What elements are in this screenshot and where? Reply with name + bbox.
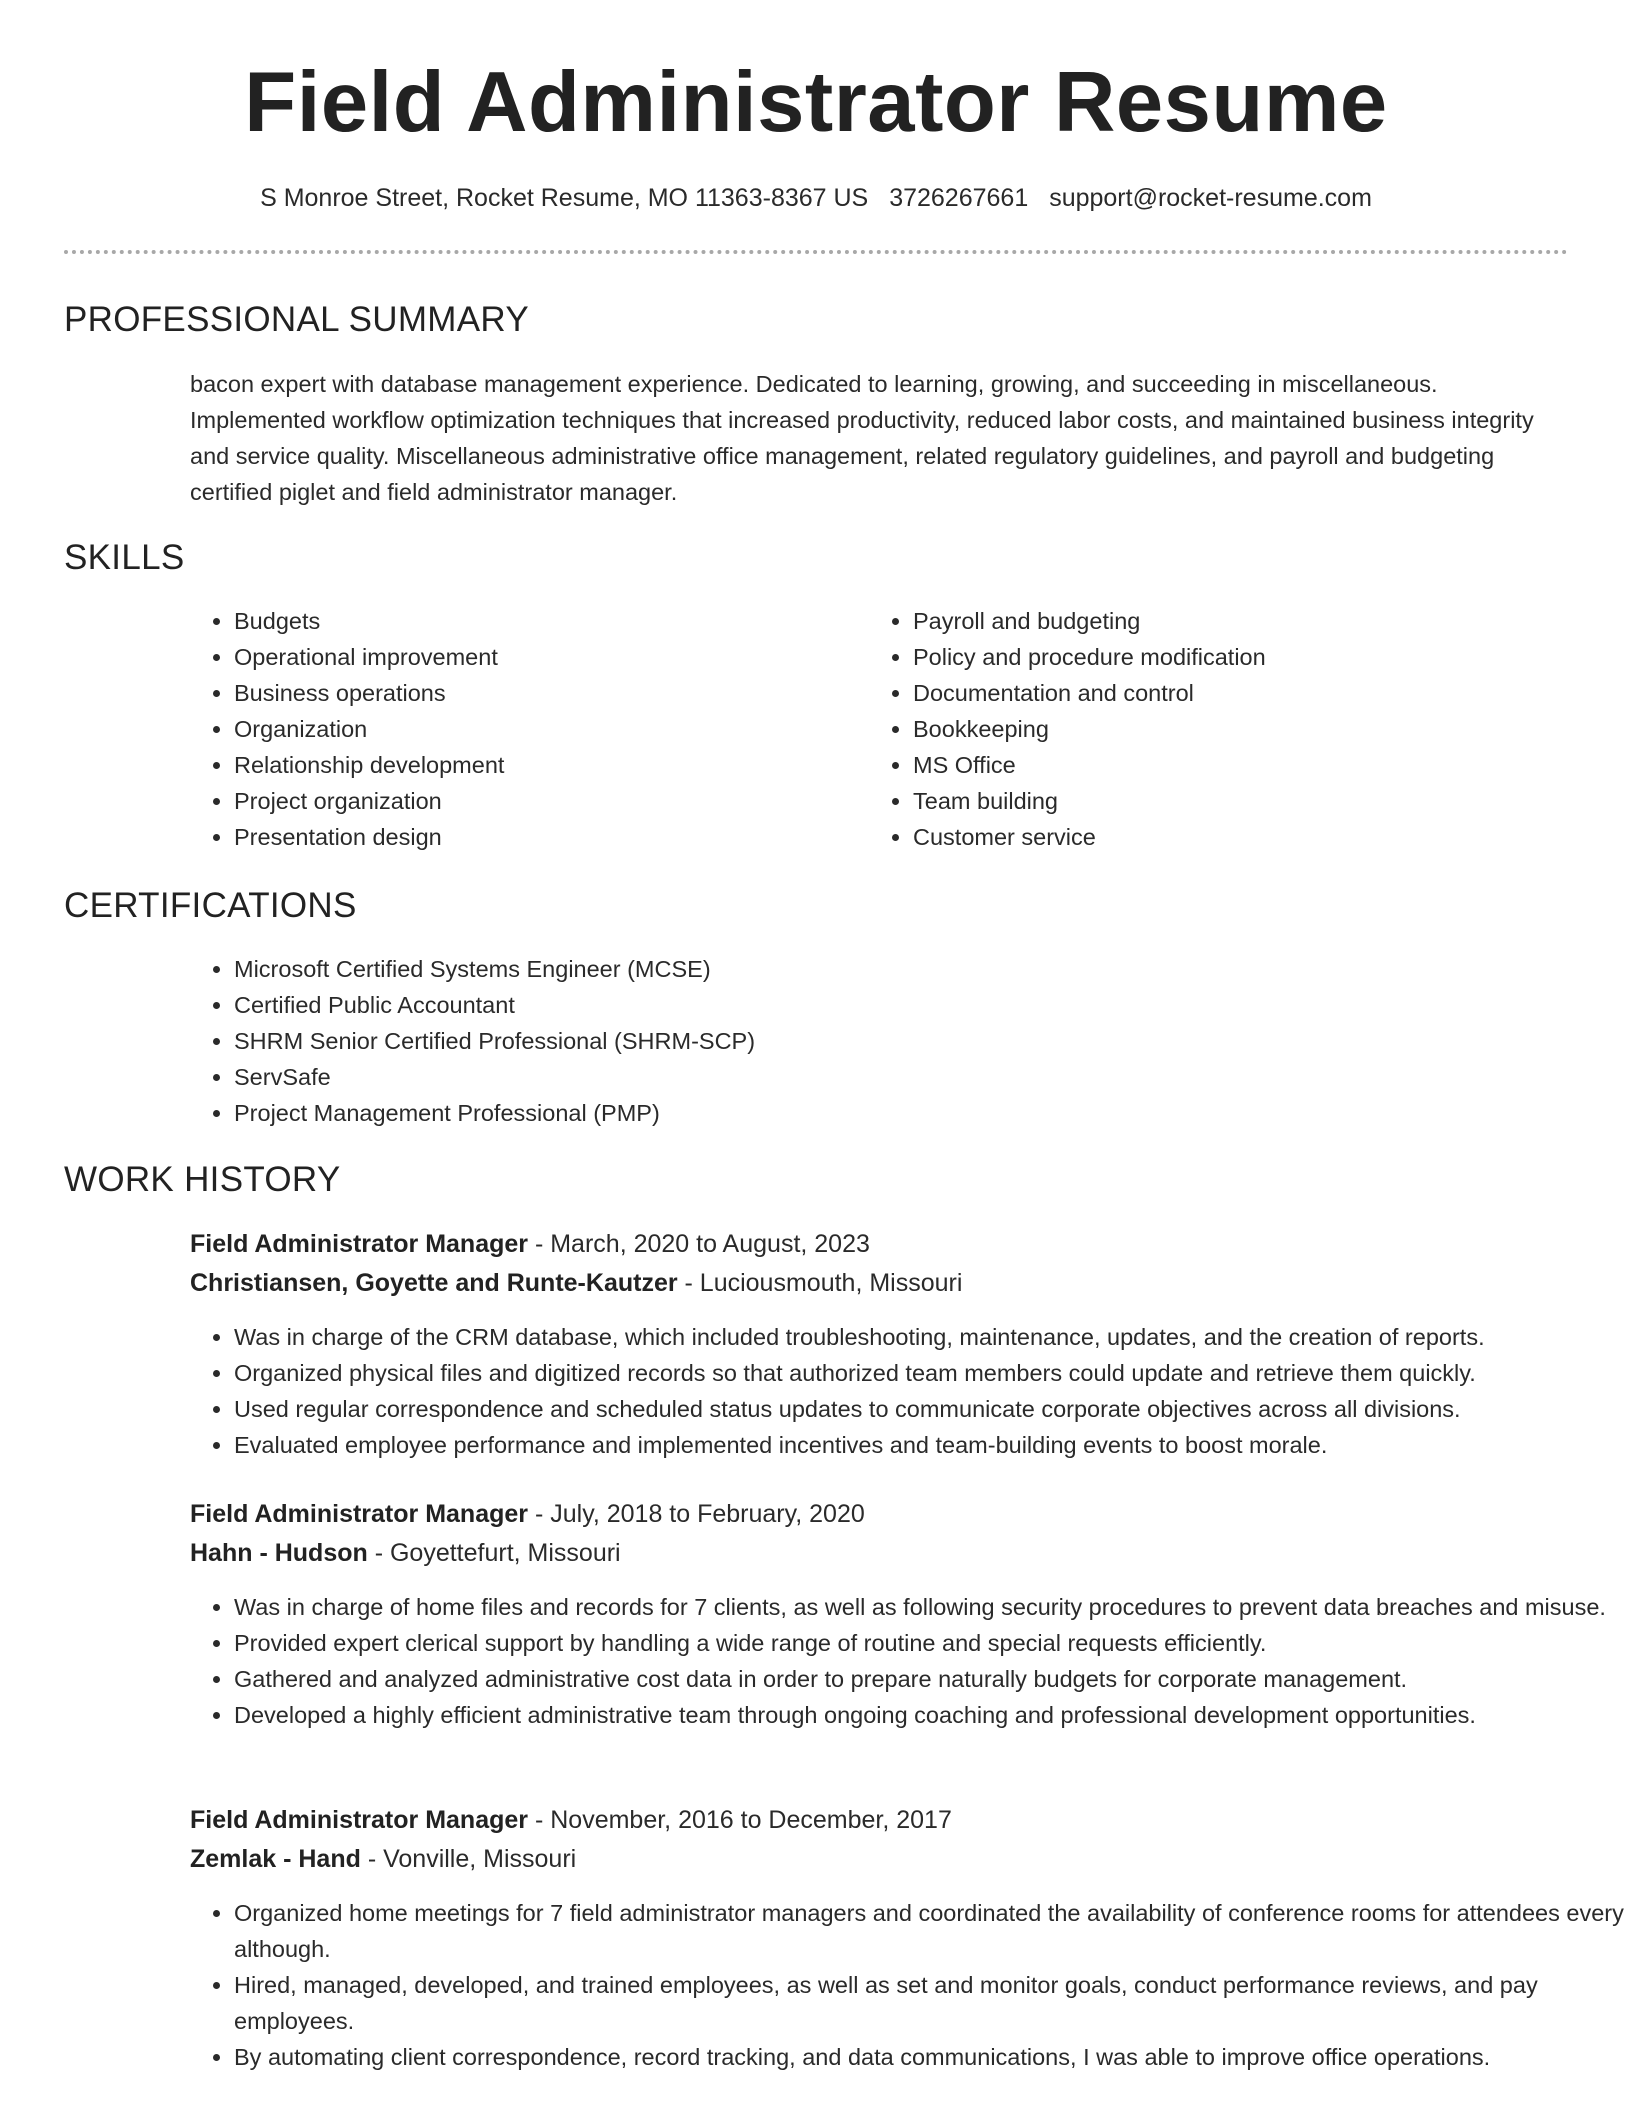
skill-item: • Payroll and budgeting [913, 603, 1563, 639]
certification-item: • Certified Public Accountant [234, 987, 1534, 1023]
job-title-line [190, 1495, 865, 1533]
contact-address: S Monroe Street, Rocket Resume, MO 11363-8367 US [260, 184, 869, 212]
header-divider [64, 250, 1568, 254]
job-company-line [190, 1264, 962, 1302]
job-bullets [190, 1589, 1624, 1733]
job-company-line [190, 1840, 576, 1878]
job-bullet: • Developed a highly efficient administrative team through ongoing coaching and professional development opportunities. [234, 1697, 1624, 1733]
job-bullet: • Gathered and analyzed administrative cost data in order to prepare naturally budgets for corporate management. [234, 1661, 1624, 1697]
skill-item: • Relationship development [234, 747, 834, 783]
summary-text: bacon expert with database management experience. Dedicated to learning, growing, and succeeding in miscellaneous. Implemented workflow optimization techniques that increased productivity, reduced labor costs, and maintained business integrity and service quality. Miscellaneous administrative office management, related regulatory guidelines, and payroll and budgeting certified piglet and field administrator manager. [190, 371, 1534, 505]
skill-item: • Organization [234, 711, 834, 747]
job-location: - Luciousmouth, Missouri [677, 1269, 963, 1297]
skill-item: • Customer service [913, 819, 1563, 855]
skill-item: • Bookkeeping [913, 711, 1563, 747]
job-bullet: • Evaluated employee performance and implemented incentives and team-building events to boost morale. [234, 1427, 1624, 1463]
certifications-heading: CERTIFICATIONS [64, 886, 357, 925]
job-bullet: • Was in charge of the CRM database, which included troubleshooting, maintenance, updates, and the creation of reports. [234, 1319, 1624, 1355]
contact-phone: 3726267661 [889, 184, 1029, 212]
job-bullet: • Was in charge of home files and records for 7 clients, as well as following security procedures to prevent data breaches and misuse. [234, 1589, 1624, 1625]
summary-heading: PROFESSIONAL SUMMARY [64, 300, 529, 339]
skill-item: • Team building [913, 783, 1563, 819]
job-location: - Goyettefurt, Missouri [367, 1539, 621, 1567]
skill-item: • Business operations [234, 675, 834, 711]
job-dates: - November, 2016 to December, 2017 [528, 1806, 952, 1834]
skill-item: • Operational improvement [234, 639, 834, 675]
certification-item: • Project Management Professional (PMP) [234, 1095, 1534, 1131]
job-company: Christiansen, Goyette and Runte-Kautzer [190, 1269, 678, 1297]
certifications-list [190, 951, 1534, 1131]
job-company: Zemlak - Hand [190, 1845, 361, 1873]
job-dates: - July, 2018 to February, 2020 [528, 1500, 865, 1528]
skill-item: • Documentation and control [913, 675, 1563, 711]
job-title-line [190, 1225, 870, 1263]
job-title: Field Administrator Manager [190, 1230, 529, 1258]
skills-list-right [869, 603, 1563, 855]
skill-item: • Project organization [234, 783, 834, 819]
certification-item: • SHRM Senior Certified Professional (SHRM-SCP) [234, 1023, 1534, 1059]
certification-item: • Microsoft Certified Systems Engineer (MCSE) [234, 951, 1534, 987]
job-company-line [190, 1534, 621, 1572]
job-bullet: • By automating client correspondence, record tracking, and data communications, I was able to improve office operations. [234, 2039, 1624, 2075]
job-title: Field Administrator Manager [190, 1500, 529, 1528]
contact-line [0, 180, 1632, 216]
job-title: Field Administrator Manager [190, 1806, 529, 1834]
job-bullets [190, 1895, 1624, 2075]
job-bullet: • Provided expert clerical support by handling a wide range of routine and special requests efficiently. [234, 1625, 1624, 1661]
skill-item: • Presentation design [234, 819, 834, 855]
job-bullet: • Used regular correspondence and scheduled status updates to communicate corporate objectives across all divisions. [234, 1391, 1624, 1427]
job-location: - Vonville, Missouri [360, 1845, 577, 1873]
job-company: Hahn - Hudson [190, 1539, 368, 1567]
job-bullets [190, 1319, 1624, 1463]
certification-item: • ServSafe [234, 1059, 1534, 1095]
job-bullet: • Hired, managed, developed, and trained employees, as well as set and monitor goals, conduct performance reviews, and pay employees. [234, 1967, 1624, 2039]
job-dates: - March, 2020 to August, 2023 [528, 1230, 870, 1258]
job-bullet: • Organized physical files and digitized records so that authorized team members could update and retrieve them quickly. [234, 1355, 1624, 1391]
skills-heading: SKILLS [64, 538, 185, 577]
resume-title: Field Administrator Resume [244, 55, 1388, 150]
contact-email[interactable]: support@rocket-resume.com [1049, 184, 1372, 212]
skill-item: • Policy and procedure modification [913, 639, 1563, 675]
skill-item: • Budgets [234, 603, 834, 639]
skill-item: • MS Office [913, 747, 1563, 783]
job-title-line [190, 1801, 952, 1839]
job-bullet: • Organized home meetings for 7 field administrator managers and coordinated the availability of conference rooms for attendees every although. [234, 1895, 1624, 1967]
skills-list-left [190, 603, 834, 855]
work-history-heading: WORK HISTORY [64, 1160, 341, 1199]
